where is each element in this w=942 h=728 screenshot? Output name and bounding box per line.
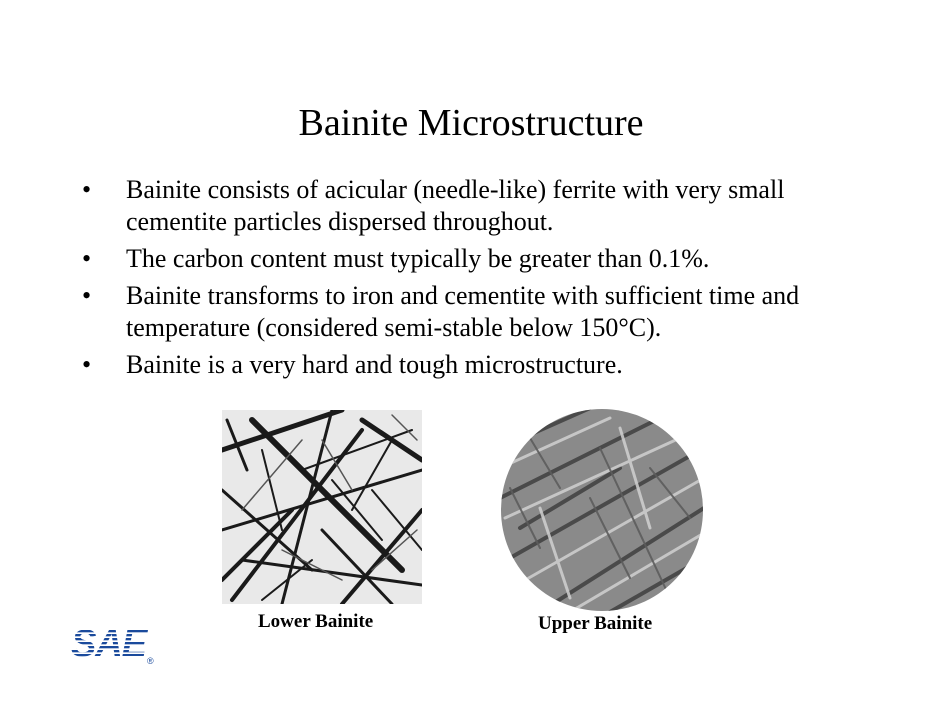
bullet-text: Bainite is a very hard and tough microstructure. bbox=[126, 350, 623, 379]
bullet-item bbox=[82, 349, 862, 381]
bullet-item bbox=[82, 174, 862, 238]
bullet-dot: • bbox=[82, 350, 92, 379]
slide-title: Bainite Microstructure bbox=[298, 102, 644, 144]
svg-text:®: ® bbox=[147, 656, 154, 666]
bullet-text: Bainite consists of acicular (needle-like) ferrite with very small cementite particles dispersed throughout. bbox=[126, 175, 785, 236]
lower-bainite-caption: Lower Bainite bbox=[258, 611, 374, 632]
sae-logo bbox=[70, 622, 156, 668]
bullet-list bbox=[82, 174, 862, 386]
bullet-dot: • bbox=[82, 281, 92, 310]
bullet-text: Bainite transforms to iron and cementite with sufficient time and temperature (considered semi-stable below 150°C). bbox=[126, 281, 800, 342]
upper-bainite-micrograph bbox=[500, 408, 704, 612]
lower-bainite-micrograph bbox=[222, 410, 422, 604]
bullet-text: The carbon content must typically be greater than 0.1%. bbox=[126, 244, 710, 273]
bullet-dot: • bbox=[82, 175, 92, 204]
bullet-item bbox=[82, 280, 862, 344]
bullet-item bbox=[82, 243, 862, 275]
svg-text:SAE: SAE bbox=[71, 623, 147, 665]
upper-bainite-caption: Upper Bainite bbox=[538, 613, 653, 634]
bullet-dot: • bbox=[82, 244, 92, 273]
